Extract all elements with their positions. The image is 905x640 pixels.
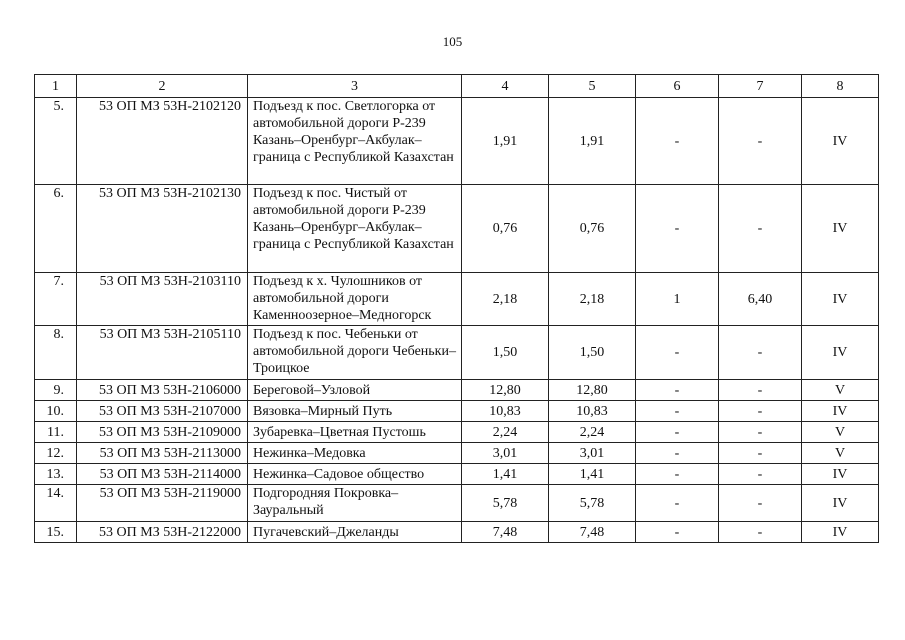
table-row: [35, 380, 879, 401]
road-code: 53 ОП МЗ 53Н-2113000: [77, 443, 248, 464]
length-total: 0,76: [462, 185, 549, 273]
road-category: IV: [802, 98, 879, 185]
road-code: 53 ОП МЗ 53Н-2119000: [77, 485, 248, 522]
table-row: [35, 522, 879, 543]
length-paved: 12,80: [549, 380, 636, 401]
column-header: 6: [636, 75, 719, 98]
column-header: 7: [719, 75, 802, 98]
length-total: 1,91: [462, 98, 549, 185]
row-number: 8.: [35, 326, 77, 380]
road-category: IV: [802, 464, 879, 485]
bridges-count: -: [636, 485, 719, 522]
road-category: IV: [802, 185, 879, 273]
road-code: 53 ОП МЗ 53Н-2107000: [77, 401, 248, 422]
bridges-count: -: [636, 98, 719, 185]
bridges-length: -: [719, 522, 802, 543]
length-paved: 2,18: [549, 273, 636, 326]
road-category: IV: [802, 326, 879, 380]
road-category: V: [802, 380, 879, 401]
length-paved: 1,41: [549, 464, 636, 485]
bridges-count: -: [636, 326, 719, 380]
road-name: Подъезд к пос. Чебеньки от автомобильной дороги Чебеньки–Троицкое: [248, 326, 462, 380]
length-total: 1,41: [462, 464, 549, 485]
row-number: 9.: [35, 380, 77, 401]
road-code: 53 ОП МЗ 53Н-2122000: [77, 522, 248, 543]
length-total: 3,01: [462, 443, 549, 464]
table-row: [35, 464, 879, 485]
column-header: 3: [248, 75, 462, 98]
bridges-length: -: [719, 380, 802, 401]
road-category: IV: [802, 401, 879, 422]
column-header: 1: [35, 75, 77, 98]
bridges-length: -: [719, 485, 802, 522]
header-row: [35, 75, 879, 98]
length-paved: 2,24: [549, 422, 636, 443]
table-row: [35, 401, 879, 422]
column-header: 2: [77, 75, 248, 98]
row-number: 12.: [35, 443, 77, 464]
road-name: Вязовка–Мирный Путь: [248, 401, 462, 422]
table-row: [35, 443, 879, 464]
row-number: 10.: [35, 401, 77, 422]
road-code: 53 ОП МЗ 53Н-2105110: [77, 326, 248, 380]
table-row: [35, 485, 879, 522]
length-paved: 10,83: [549, 401, 636, 422]
bridges-count: -: [636, 185, 719, 273]
row-number: 15.: [35, 522, 77, 543]
road-name: Нежинка–Садовое общество: [248, 464, 462, 485]
road-name: Подъезд к х. Чулошников от автомобильной дороги Каменноозерное–Медногорск: [248, 273, 462, 326]
road-name: Зубаревка–Цветная Пустошь: [248, 422, 462, 443]
road-category: IV: [802, 273, 879, 326]
length-paved: 0,76: [549, 185, 636, 273]
road-category: IV: [802, 485, 879, 522]
length-total: 12,80: [462, 380, 549, 401]
road-name: Подъезд к пос. Чистый от автомобильной дороги Р-239 Казань–Оренбург–Акбулак–граница с Республикой Казахстан: [248, 185, 462, 273]
length-paved: 1,50: [549, 326, 636, 380]
bridges-count: -: [636, 443, 719, 464]
length-paved: 1,91: [549, 98, 636, 185]
road-code: 53 ОП МЗ 53Н-2102130: [77, 185, 248, 273]
length-total: 1,50: [462, 326, 549, 380]
length-paved: 7,48: [549, 522, 636, 543]
road-name: Подгородняя Покровка–Зауральный: [248, 485, 462, 522]
length-total: 10,83: [462, 401, 549, 422]
road-category: V: [802, 422, 879, 443]
length-total: 7,48: [462, 522, 549, 543]
bridges-length: -: [719, 326, 802, 380]
bridges-length: 6,40: [719, 273, 802, 326]
row-number: 14.: [35, 485, 77, 522]
bridges-count: -: [636, 422, 719, 443]
road-category: V: [802, 443, 879, 464]
row-number: 11.: [35, 422, 77, 443]
road-code: 53 ОП МЗ 53Н-2114000: [77, 464, 248, 485]
row-number: 7.: [35, 273, 77, 326]
bridges-length: -: [719, 185, 802, 273]
column-header: 4: [462, 75, 549, 98]
length-paved: 3,01: [549, 443, 636, 464]
table-row: [35, 98, 879, 185]
row-number: 13.: [35, 464, 77, 485]
roads-table: [34, 74, 879, 543]
table-row: [35, 422, 879, 443]
length-total: 5,78: [462, 485, 549, 522]
length-paved: 5,78: [549, 485, 636, 522]
bridges-count: -: [636, 401, 719, 422]
road-code: 53 ОП МЗ 53Н-2106000: [77, 380, 248, 401]
table-row: [35, 185, 879, 273]
row-number: 5.: [35, 98, 77, 185]
road-category: IV: [802, 522, 879, 543]
road-code: 53 ОП МЗ 53Н-2102120: [77, 98, 248, 185]
column-header: 5: [549, 75, 636, 98]
bridges-length: -: [719, 422, 802, 443]
table-row: [35, 326, 879, 380]
bridges-length: -: [719, 443, 802, 464]
bridges-count: -: [636, 380, 719, 401]
length-total: 2,18: [462, 273, 549, 326]
road-code: 53 ОП МЗ 53Н-2103110: [77, 273, 248, 326]
table-body: [35, 75, 879, 543]
bridges-length: -: [719, 98, 802, 185]
road-name: Пугачевский–Джеланды: [248, 522, 462, 543]
bridges-count: 1: [636, 273, 719, 326]
bridges-count: -: [636, 522, 719, 543]
page-number: 105: [442, 34, 463, 49]
road-name: Нежинка–Медовка: [248, 443, 462, 464]
table-row: [35, 273, 879, 326]
road-name: Подъезд к пос. Светлогорка от автомобильной дороги Р-239 Казань–Оренбург–Акбулак–граница с Республикой Казахстан: [248, 98, 462, 185]
row-number: 6.: [35, 185, 77, 273]
bridges-length: -: [719, 401, 802, 422]
road-name: Береговой–Узловой: [248, 380, 462, 401]
bridges-count: -: [636, 464, 719, 485]
column-header: 8: [802, 75, 879, 98]
road-code: 53 ОП МЗ 53Н-2109000: [77, 422, 248, 443]
length-total: 2,24: [462, 422, 549, 443]
bridges-length: -: [719, 464, 802, 485]
